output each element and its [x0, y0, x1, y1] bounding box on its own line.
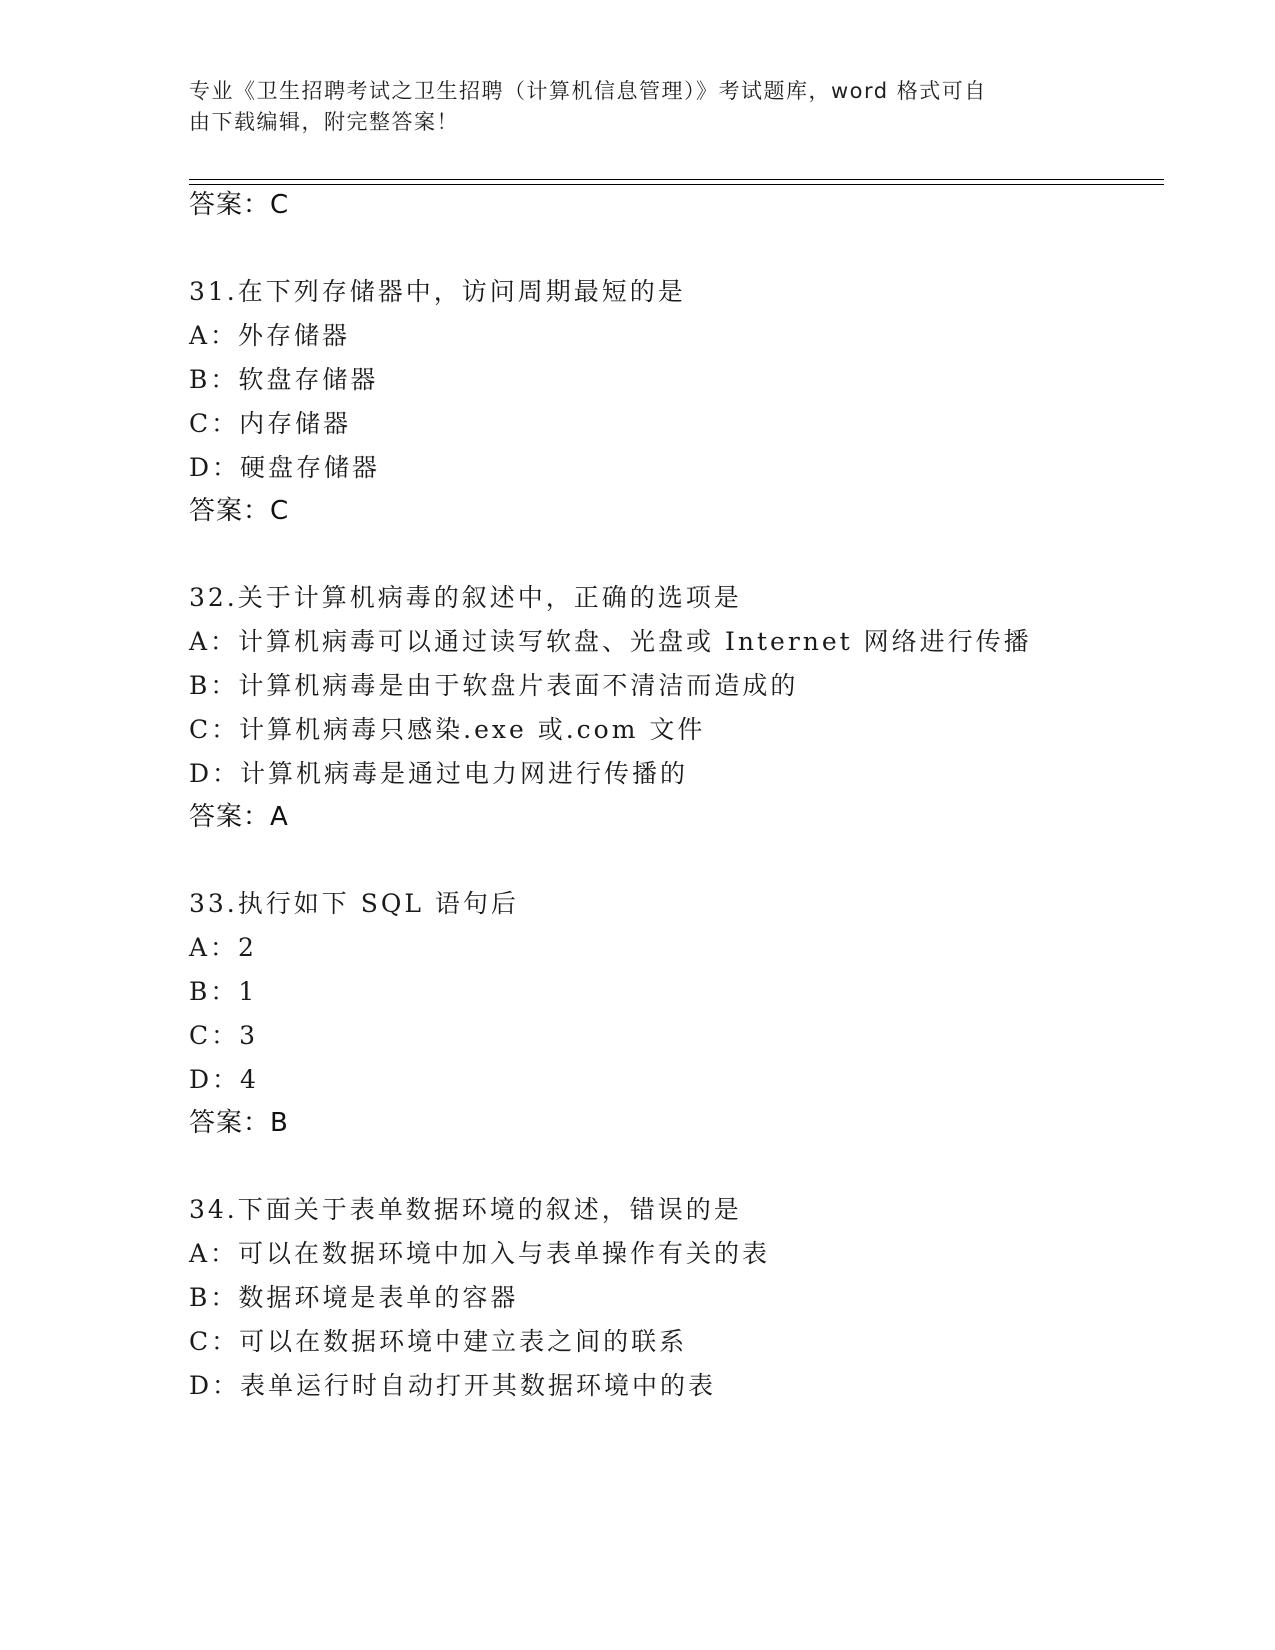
question-34-option-b: B：数据环境是表单的容器 — [189, 1283, 519, 1312]
question-34-stem: 34.下面关于表单数据环境的叙述，错误的是 — [189, 1195, 742, 1224]
header-line-2: 由下载编辑，附完整答案！ — [189, 110, 459, 134]
question-31-option-b: B：软盘存储器 — [189, 365, 379, 394]
question-32-option-c: C：计算机病毒只感染.exe 或.com 文件 — [189, 715, 706, 744]
question-31-option-a: A：外存储器 — [189, 321, 351, 350]
question-32-option-a: A：计算机病毒可以通过读写软盘、光盘或 Internet 网络进行传播 — [189, 627, 1032, 656]
question-31-option-d: D：硬盘存储器 — [189, 453, 381, 482]
question-31-stem: 31.在下列存储器中，访问周期最短的是 — [189, 277, 686, 306]
previous-answer: 答案：C — [189, 190, 290, 220]
question-33-option-b: B：1 — [189, 977, 258, 1006]
question-31-answer: 答案：C — [189, 496, 290, 526]
question-32-stem: 32.关于计算机病毒的叙述中，正确的选项是 — [189, 583, 742, 612]
header-divider-top — [189, 179, 1164, 180]
question-32-option-b: B：计算机病毒是由于软盘片表面不清洁而造成的 — [189, 671, 799, 700]
question-33-answer: 答案：B — [189, 1108, 289, 1138]
document-header — [189, 76, 1089, 138]
question-34-option-c: C：可以在数据环境中建立表之间的联系 — [189, 1327, 688, 1356]
header-line-1: 专业《卫生招聘考试之卫生招聘（计算机信息管理）》考试题库，word 格式可自 — [189, 79, 987, 103]
question-33-stem: 33.执行如下 SQL 语句后 — [189, 889, 519, 918]
header-divider-bottom — [189, 184, 1164, 185]
question-32-answer: 答案：A — [189, 802, 289, 832]
question-31-option-c: C：内存储器 — [189, 409, 352, 438]
question-34-option-a: A：可以在数据环境中加入与表单操作有关的表 — [189, 1239, 771, 1268]
question-33-option-a: A：2 — [189, 933, 257, 962]
question-33-option-d: D：4 — [189, 1065, 259, 1094]
question-34-option-d: D：表单运行时自动打开其数据环境中的表 — [189, 1371, 717, 1400]
question-33-option-c: C：3 — [189, 1021, 259, 1050]
question-32-option-d: D：计算机病毒是通过电力网进行传播的 — [189, 759, 689, 788]
